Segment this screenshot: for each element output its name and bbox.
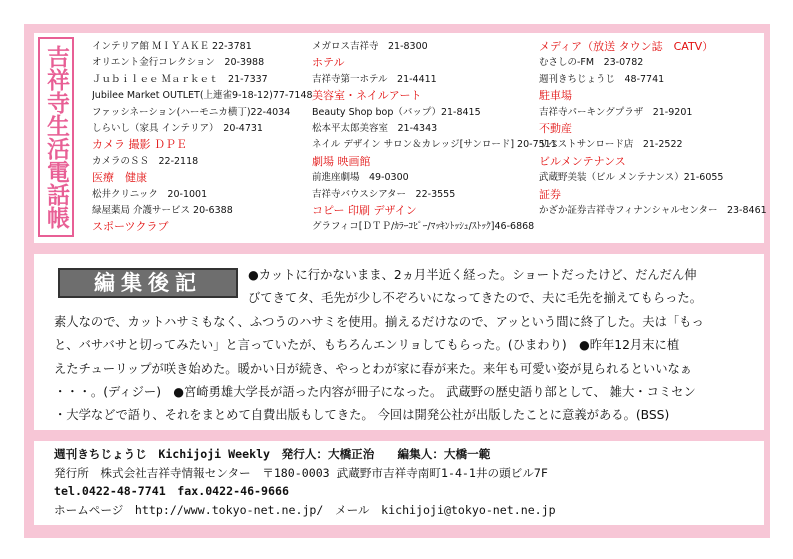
directory-category: 美容室・ネイルアート xyxy=(312,89,422,103)
directory-entry: オリエント金行コレクション 20-3988 xyxy=(92,57,265,69)
directory-entry: メガロス吉祥寺 21-8300 xyxy=(312,41,428,52)
directory-entry: 松本平太郎美容室 21-4343 xyxy=(312,122,438,134)
directory-entry: ネイル デザイン サロン＆カレッジ[サンロード] 20-7511 xyxy=(312,139,557,151)
directory-category: 駐車場 xyxy=(539,89,572,103)
publisher-info xyxy=(54,445,556,519)
editor-note-panel xyxy=(34,254,764,430)
directory-column-3 xyxy=(539,39,767,219)
directory-category: 証券 xyxy=(539,187,561,201)
directory-entry: 吉祥寺パーキングプラザ 21-9201 xyxy=(539,106,693,118)
publication-credits: 週刊きちじょうじ Kichijoji Weekly 発行人：大橋正治 編集人：大橋一範 xyxy=(54,447,491,461)
phone-fax: tel.0422-48-7741 fax.0422-46-9666 xyxy=(54,484,289,499)
editor-note-line: ・・・。(ディジー) ●宮崎勇雄大学長が語った内容が冊子になった。 武蔵野の歴史語り部として、 雑大・コミセン xyxy=(54,384,696,399)
directory-entry: 緑屋薬局 介護サービス 20-6388 xyxy=(92,204,233,216)
directory-title: 吉祥寺生活電話帳 xyxy=(43,45,69,229)
directory-category: カメラ 撮影 ＤＰＥ xyxy=(92,138,187,152)
homepage-email: ホームページ http://www.tokyo-net.ne.jp/ メール kichijoji@tokyo-net.ne.jp xyxy=(54,502,556,517)
directory-category: スポーツクラブ xyxy=(92,220,169,234)
directory-title-box xyxy=(38,37,74,237)
editor-note-line: と、バサバサと切ってみたい」と言っていたが、もちろんエンリョしてもらった。(ひまわり) ●昨年12月末に植 xyxy=(54,338,680,353)
editor-note-line: ●カットに行かないまま、2ヵ月半近く経った。ショートだったけど、だんだん伸 xyxy=(248,268,697,282)
editor-note-line: えたチューリップが咲き始めた。暖かい日が続き、やっとわが家に春が来た。来年も可愛い姿が見られるといいなぁ xyxy=(54,361,693,376)
directory-entry: ファッシネーション(ハーモニカ横丁)22-4034 xyxy=(92,106,291,118)
publisher-info-panel xyxy=(34,441,764,525)
directory-entry: Jubilee Market OUTLET(上連雀9-18-12)77-7148 xyxy=(92,90,313,102)
directory-category: 医療 健康 xyxy=(92,171,147,185)
directory-entry: グラフィコ[ＤＴＰ/ｶﾗｰｺﾋﾟｰ/ﾏｯｷﾝﾄｯｼｭ/ｽﾄｯｸ]46-6868 xyxy=(312,221,535,233)
editor-note-line: ・大学などで語り、それをまとめて自費出版もしてきた。 今回は開発公社が出版したことに意義がある。(BSS) xyxy=(54,408,670,423)
editor-note-badge-label: 編集後記 xyxy=(94,271,202,295)
editor-note-body xyxy=(54,311,704,428)
directory-entry: しらいし（家具 インテリア） 20-4731 xyxy=(92,122,263,134)
directory-entry: むさしの-FM 23-0782 xyxy=(539,57,644,69)
directory-category: 不動産 xyxy=(539,121,572,135)
directory-entry: 前進座劇場 49-0300 xyxy=(312,172,409,184)
directory-entry: 週刊きちじょうじ 48-7741 xyxy=(539,73,665,85)
directory-entry: 吉祥寺バウスシアター 22-3555 xyxy=(312,188,456,200)
directory-column-2 xyxy=(312,39,557,236)
editor-note-line: 素人なので、カットハサミもなく、ふつうのハサミを使用。揃えるだけなので、アッという間に終了した。夫は「もっ xyxy=(54,314,704,329)
directory-entry: 武蔵野美装（ビル メンテナンス）21-6055 xyxy=(539,172,724,184)
directory-entry: かざか証券吉祥寺フィナンシャルセンター 23-8461 xyxy=(539,204,767,216)
publisher-address: 発行所 株式会社吉祥寺情報センター 〒180-0003 武蔵野市吉祥寺南町1-4-1井の頭ビル7F xyxy=(54,465,548,480)
directory-category: ビルメンテナンス xyxy=(539,154,626,168)
directory-entry: リベストサンロード店 21-2522 xyxy=(539,139,683,151)
directory-entry: カメラのＳＳ 22-2118 xyxy=(92,155,199,167)
directory-category: ホテル xyxy=(312,56,345,70)
directory-column-1 xyxy=(92,39,313,236)
directory-entry: 吉祥寺第一ホテル 21-4411 xyxy=(312,73,437,85)
directory-category: 劇場 映画館 xyxy=(312,154,371,168)
editor-note-line: びてきてタ、毛先が少し不ぞろいになってきたので、夫に毛先を揃えてもらった。 xyxy=(248,291,703,306)
directory-entry: 松井クリニック 20-1001 xyxy=(92,188,208,200)
phone-directory-panel xyxy=(34,33,767,243)
editor-note-badge xyxy=(58,268,238,298)
directory-entry: Ｊｕｂｉｌｅｅ Ｍａｒｋｅｔ 21-7337 xyxy=(92,73,268,85)
directory-entry: Beauty Shop bop（バップ）21-8415 xyxy=(312,106,481,118)
directory-category: コピー 印刷 デザイン xyxy=(312,203,417,217)
editor-note-first-lines xyxy=(248,264,702,311)
directory-category: メディア（放送 タウン誌 CATV） xyxy=(539,40,714,53)
directory-entry: インテリア館 ＭＩＹＡＫＥ 22-3781 xyxy=(92,41,252,52)
